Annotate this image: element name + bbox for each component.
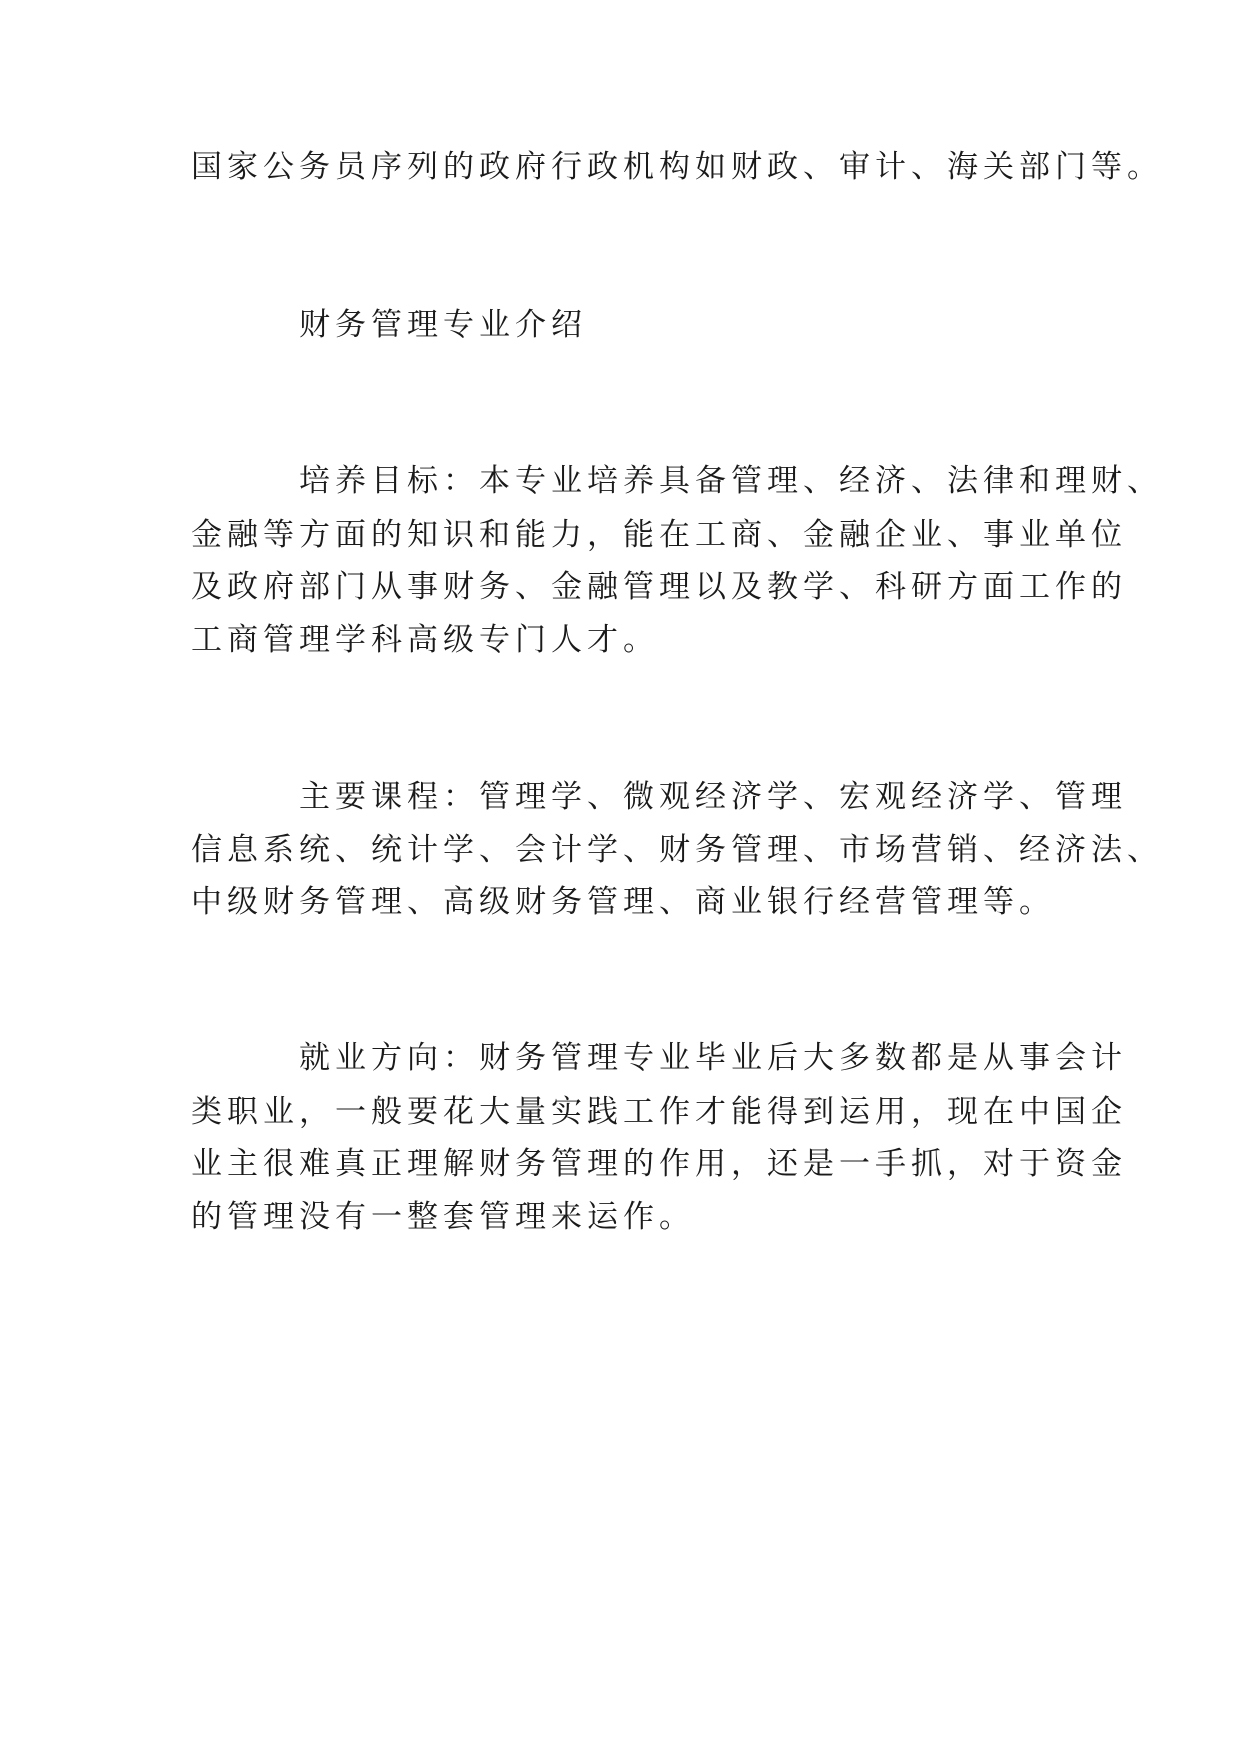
employment-line: 的管理没有一整套管理来运作。 <box>191 1199 695 1235</box>
employment-line: 类职业，一般要花大量实践工作才能得到运用，现在中国企 <box>191 1094 1127 1130</box>
courses-line: 信息系统、统计学、会计学、财务管理、市场营销、经济法、 <box>191 832 1163 868</box>
goal-line: 工商管理学科高级专门人才。 <box>191 622 659 658</box>
courses-line: 主要课程：管理学、微观经济学、宏观经济学、管理 <box>299 779 1127 815</box>
goal-line: 金融等方面的知识和能力，能在工商、金融企业、事业单位 <box>191 517 1127 553</box>
goal-line: 培养目标：本专业培养具备管理、经济、法律和理财、 <box>299 463 1163 499</box>
employment-line: 业主很难真正理解财务管理的作用，还是一手抓，对于资金 <box>191 1146 1127 1182</box>
intro-line: 国家公务员序列的政府行政机构如财政、审计、海关部门等。 <box>191 149 1163 185</box>
goal-line: 及政府部门从事财务、金融管理以及教学、科研方面工作的 <box>191 569 1127 605</box>
courses-line: 中级财务管理、高级财务管理、商业银行经营管理等。 <box>191 884 1055 920</box>
section-title: 财务管理专业介绍 <box>299 307 587 343</box>
employment-line: 就业方向：财务管理专业毕业后大多数都是从事会计 <box>299 1040 1127 1076</box>
